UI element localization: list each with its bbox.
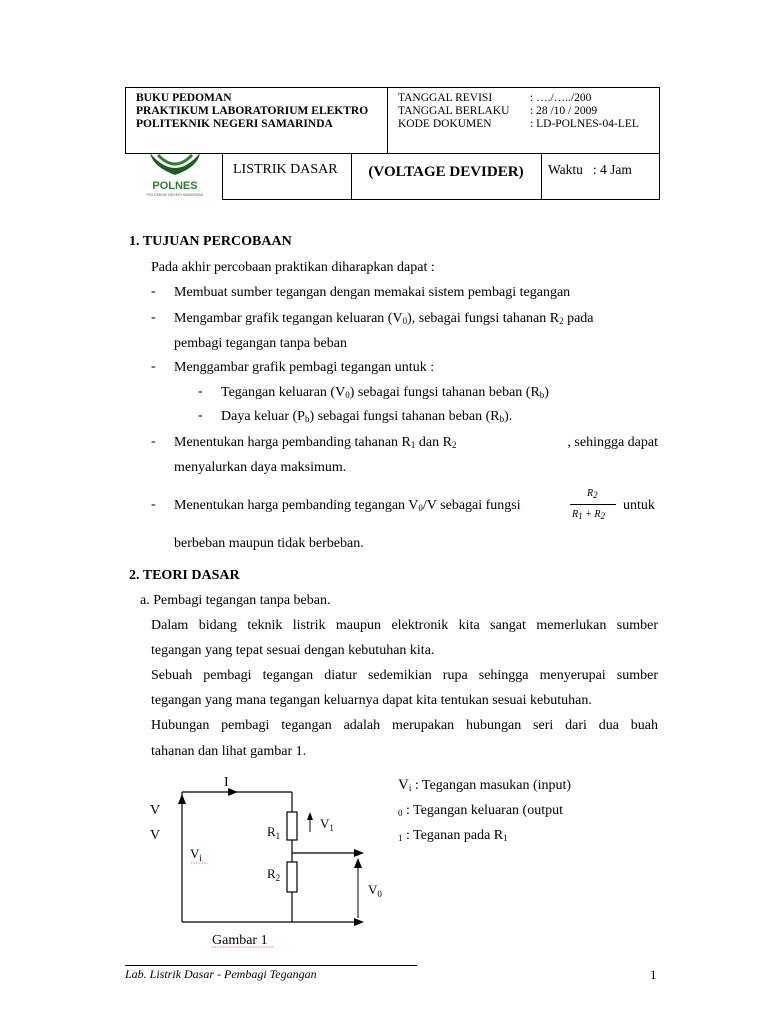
v0-arrow-head [354,858,362,868]
v0-label-v: V [368,882,378,897]
subscript: 1 [578,511,583,521]
objective-2-part-a [174,310,594,328]
polnes-logo [128,153,223,199]
meta-revisi [398,92,659,105]
bullet-dash: - [198,408,203,423]
paragraph-1-line-1: Dalam bidang teknik listrik maupun elektronik kita sangat memerlukan sumber [151,618,658,633]
resistor-r1 [287,812,297,840]
duration-value: : 4 Jam [592,162,632,177]
legend-v0 [398,803,563,819]
objective-3b-text-b: ) sebagai fungsi tahanan beban (R [309,409,500,424]
polnes-logo-icon [128,153,223,199]
subscript: 2 [451,440,457,450]
resistor-r2 [287,862,297,892]
section-2a-heading: a. Pembagi tegangan tanpa beban. [140,593,331,608]
header-row-2 [125,153,660,200]
frac-num-r: R [587,488,594,499]
ratio-fraction [568,486,618,526]
r1-label-sub: 1 [275,831,281,841]
r2-label-r: R [267,866,276,881]
voltage-divider-circuit [140,770,400,950]
paragraph-3-line-2: tahanan dan lihat gambar 1. [151,744,307,759]
v0-label [368,882,382,899]
logo-subtext: POLITEKNIK NEGERI SAMARINDA [146,193,204,197]
section-1-intro: Pada akhir percobaan praktikan diharapkan dapat : [151,260,435,275]
frac-den-r2: + R [582,509,601,520]
bullet-dash: - [151,284,156,299]
subscript: 1 [410,440,416,450]
objective-4-text-a: Menentukan harga pembanding tahanan R [174,435,411,450]
r1-label [267,824,280,841]
frac-den-r1: R [572,509,579,520]
fig-left-v-1: V [150,803,161,818]
v1-arrow-head [307,812,313,820]
fraction-bar [570,504,616,505]
objective-2-text-b: ), sebagai fungsi tahanan R [407,311,560,326]
institution-line-2: PRAKTIKUM LABORATORIUM ELEKTRO [136,105,369,117]
v0-label-sub: 0 [377,889,382,899]
bullet-dash: - [151,434,156,449]
objective-3b-text-c: ). [504,409,513,424]
footer-divider [125,965,417,966]
objective-5-text-b: /V sebagai fungsi [422,498,521,513]
subscript: 2 [600,511,605,521]
meta-berlaku-value: : 28 /10 / 2009 [530,105,598,117]
legend-v0-text: : Tegangan keluaran (output [402,803,563,818]
subscript: 1 [398,833,403,843]
v1-label [320,816,334,833]
objective-3a-text-a: Tegangan keluaran (V [221,385,346,400]
subscript: b [499,414,505,424]
legend-v1 [398,828,508,844]
r2-label [267,866,280,883]
meta-revisi-key: TANGGAL REVISI [398,92,493,104]
legend-v1-text: : Teganan pada R [402,828,504,843]
output-arrow-head [354,849,364,857]
paragraph-2-line-1: Sebuah pembagi tegangan diatur sedemikian rupa sehingga menyerupai sumber [151,668,658,683]
subscript: 0 [418,503,423,513]
subscript: 2 [593,490,598,500]
header-row-1 [125,87,660,154]
bullet-dash: - [151,359,156,374]
r2-label-sub: 2 [275,873,281,883]
current-label: I [224,775,229,790]
objective-3b-text-a: Daya keluar (P [221,409,305,424]
section-1-heading: 1. TUJUAN PERCOBAAN [129,234,292,249]
vi-label [190,846,202,863]
legend-vi-text: : Tegangan masukan (input) [411,778,572,793]
subscript: 0 [345,390,350,400]
objective-2-line-2: pembagi tegangan tanpa beban [174,336,347,351]
objective-3a-text-c: ) [544,385,549,400]
subscript: i [408,783,412,793]
objective-4-text-c: , sehingga dapat [567,435,658,450]
footer-text: Lab. Listrik Dasar - Pembagi Tegangan [125,967,317,981]
document-meta-block [388,88,659,153]
objective-3b [221,408,512,426]
objective-3a [221,384,549,402]
duration-cell [541,153,660,200]
document-title: (VOLTAGE DEVIDER) [351,153,542,200]
duration-label: Waktu [548,162,583,177]
objective-1: Membuat sumber tegangan dengan memakai sistem pembagi tegangan [174,285,571,300]
paragraph-1-line-2: tegangan yang tepat sesuai dengan kebutuhan kita. [151,643,435,658]
v1-label-sub: 1 [329,823,334,833]
objective-5-text-c: untuk [623,498,655,513]
meta-kode-key: KODE DOKUMEN [398,118,492,130]
legend-vi [398,777,571,794]
document-header [125,87,660,200]
section-2-heading: 2. TEORI DASAR [129,568,240,583]
bullet-dash: - [151,497,156,512]
vi-label-v: V [190,846,200,861]
subscript: 0 [398,808,403,818]
paragraph-3-line-1: Hubungan pembagi tegangan adalah merupakan hubungan seri dari dua buah [151,718,658,733]
objective-2-line-1 [174,310,658,328]
r1-label-r: R [267,824,276,839]
institution-block [126,88,388,153]
meta-berlaku [398,105,659,118]
meta-kode-value: : LD-POLNES-04-LEL [530,118,639,130]
fig-left-v-2: V [150,828,161,843]
objective-3: Menggambar grafik pembagi tegangan untuk : [174,360,435,375]
subscript: b [539,390,545,400]
figure-caption: Gambar 1 [212,933,268,948]
meta-revisi-value: : …./…../200 [530,92,592,104]
objective-5-line-2: berbeban maupun tidak berbeban. [174,536,364,551]
subject-cell: LISTRIK DASAR [222,153,352,200]
objective-4-text-b: dan R [415,435,452,450]
subscript: 0 [402,316,408,326]
output-arrow-head [354,918,364,926]
vi-label-sub: i [199,853,202,863]
subscript: 2 [559,316,564,326]
page-number: 1 [650,967,657,982]
fraction-numerator [587,488,598,499]
legend-vi-v: V [398,777,409,793]
bullet-dash: - [198,384,203,399]
institution-line-3: POLITEKNIK NEGERI SAMARINDA [136,118,333,130]
objective-4-line-1 [174,434,658,452]
subscript: b [304,414,310,424]
logo-text: POLNES [152,180,198,192]
institution-line-1: BUKU PEDOMAN [136,92,232,104]
bullet-dash: - [151,310,156,325]
objective-4-line-2: menyalurkan daya maksimum. [174,460,347,475]
subscript: 1 [503,833,508,843]
current-arrow-head [228,788,238,796]
vi-arrow-head [178,794,186,804]
objective-2-text-c: pada [563,311,594,326]
objective-5 [174,497,521,515]
objective-3a-text-b: ) sebagai fungsi tahanan beban (R [349,385,540,400]
fraction-denominator [572,509,605,520]
v1-label-v: V [320,816,330,831]
meta-kode [398,118,659,131]
objective-2-text-a: Mengambar grafik tegangan keluaran (V [174,311,403,326]
paragraph-2-line-2: tegangan yang mana tegangan keluarnya dapat kita tentukan sesuai kebutuhan. [151,693,592,708]
objective-5-text-a: Menentukan harga pembanding tegangan V [174,498,419,513]
meta-berlaku-key: TANGGAL BERLAKU [398,105,510,117]
